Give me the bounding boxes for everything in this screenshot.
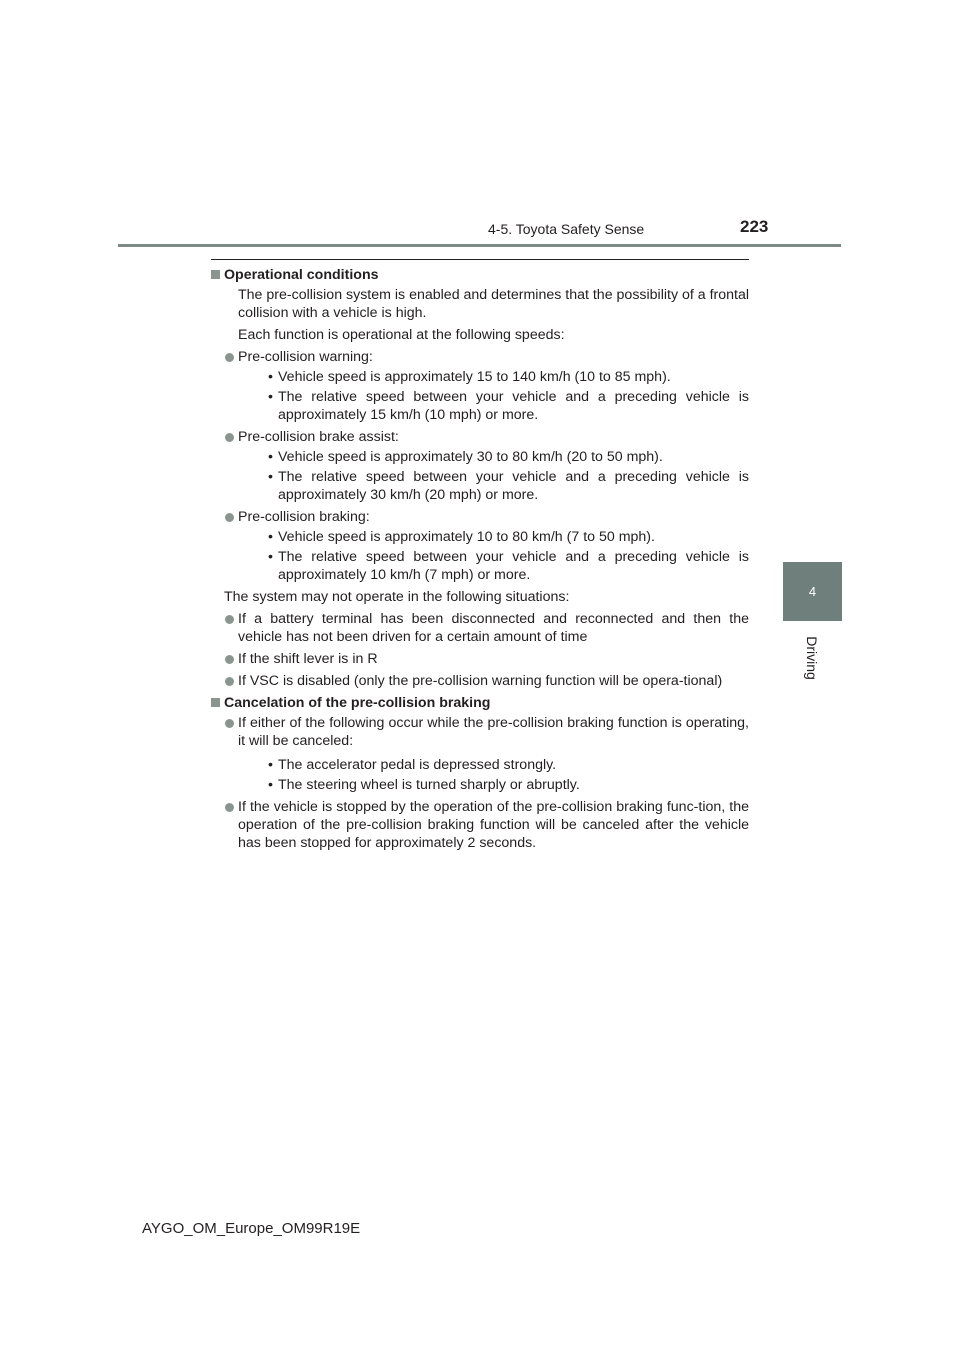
not-operate-intro: The system may not operate in the following situations:: [224, 589, 570, 605]
sub-item: • The steering wheel is turned sharply or abruptly.: [268, 777, 580, 793]
page-content: [211, 266, 749, 856]
chapter-tab: [783, 562, 842, 621]
chapter-number: 4: [808, 584, 817, 599]
circle-bullet-icon: [225, 655, 234, 664]
operational-intro: The pre-collision system is enabled and determines that the possibility of a frontal collision with a vehicle is high.: [238, 287, 750, 321]
sub-item: • The relative speed between your vehicle and a preceding vehicle is approximately 30 km/h (20 mph) or more.: [268, 469, 749, 503]
sub-item: • Vehicle speed is approximately 10 to 80 km/h (7 to 50 mph).: [268, 529, 655, 545]
list-item-braking: Pre-collision braking: • Vehicle speed is approximately 10 to 80 km/h (7 to 50 mph). • The relative speed between your vehicle and a preceding vehicle is approximately 10 km/h (7 mph) or more.: [211, 508, 749, 584]
sub-item: • The accelerator pedal is depressed strongly.: [268, 757, 557, 773]
section-heading-cancelation: Cancelation of the pre-collision braking: [211, 694, 749, 712]
sub-item: • Vehicle speed is approximately 15 to 140 km/h (10 to 85 mph).: [268, 369, 671, 385]
section-heading-operational: Operational conditions: [211, 266, 749, 284]
list-item-cancel-stopped: If the vehicle is stopped by the operation of the pre-collision braking func-tion, the operation of the pre-collision braking function will be canceled after the vehicle has been stopped for approximately 2 seconds.: [211, 798, 749, 852]
chapter-label: Driving: [804, 636, 820, 680]
square-bullet-icon: [211, 698, 220, 707]
circle-bullet-icon: [225, 353, 234, 362]
sub-item: • The relative speed between your vehicle and a preceding vehicle is approximately 15 km/h (10 mph) or more.: [268, 389, 749, 423]
document-code: AYGO_OM_Europe_OM99R19E: [142, 1220, 361, 1237]
header-rule: [118, 244, 841, 247]
sub-item: • Vehicle speed is approximately 30 to 80 km/h (20 to 50 mph).: [268, 449, 663, 465]
list-item-cancel-condition: If either of the following occur while the pre-collision braking function is operating, it will be canceled: • The accelerator pedal is depressed strongly. • The steering wheel is turned sharply or abruptly.: [211, 714, 749, 794]
circle-bullet-icon: [225, 719, 234, 728]
circle-bullet-icon: [225, 513, 234, 522]
list-item-brake-assist: Pre-collision brake assist: • Vehicle speed is approximately 30 to 80 km/h (20 to 50 mph). • The relative speed between your vehicle and a preceding vehicle is approximately 30 km/h (20 mph) or more.: [211, 428, 749, 504]
list-item-situation: If VSC is disabled (only the pre-collision warning function will be opera-tional): [211, 672, 749, 690]
speeds-intro: Each function is operational at the following speeds:: [238, 327, 565, 343]
content-top-rule: [211, 259, 749, 260]
page-number: 223: [740, 217, 769, 236]
circle-bullet-icon: [225, 433, 234, 442]
header-section-title: 4-5. Toyota Safety Sense: [488, 221, 645, 237]
circle-bullet-icon: [225, 677, 234, 686]
sub-item: • The relative speed between your vehicle and a preceding vehicle is approximately 10 km/h (7 mph) or more.: [268, 549, 749, 583]
list-item-warning: Pre-collision warning: • Vehicle speed is approximately 15 to 140 km/h (10 to 85 mph). • The relative speed between your vehicle and a preceding vehicle is approximately 15 km/h (10 mph) or more.: [211, 348, 749, 424]
list-item-situation: If a battery terminal has been disconnected and reconnected and then the vehicle has not been driven for a certain amount of time: [211, 610, 749, 646]
list-item-situation: If the shift lever is in R: [211, 650, 749, 668]
circle-bullet-icon: [225, 803, 234, 812]
circle-bullet-icon: [225, 615, 234, 624]
square-bullet-icon: [211, 270, 220, 279]
